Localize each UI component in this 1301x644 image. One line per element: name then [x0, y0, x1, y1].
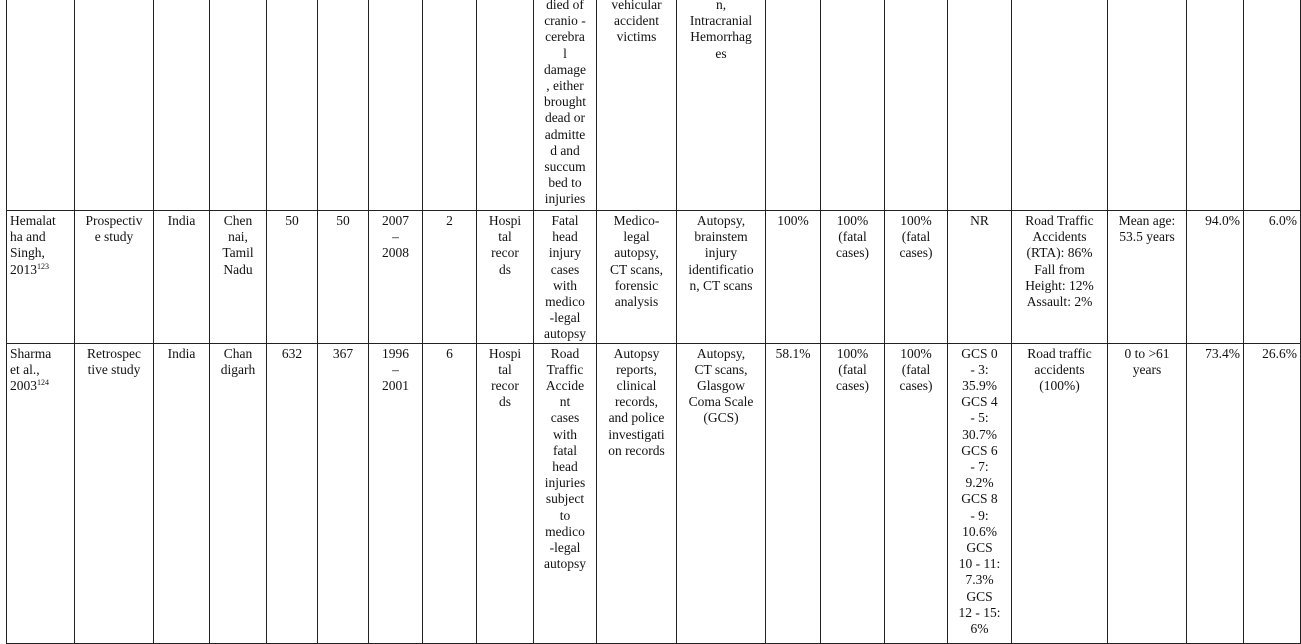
table-cell: Medico- legal autopsy, CT scans, forensic analysis	[597, 211, 677, 344]
table-cell: 50	[267, 211, 318, 344]
table-cell	[766, 0, 821, 211]
table-cell: Road traffic accidents (100%)	[1012, 343, 1108, 643]
table-cell	[1012, 0, 1108, 211]
table-cell: 94.0%	[1187, 211, 1244, 344]
table-cell: Autopsy, CT scans, Glasgow Coma Scale (GCS)	[677, 343, 766, 643]
table-cell: Mean age: 53.5 years	[1108, 211, 1187, 344]
table-cell	[267, 0, 318, 211]
author-text: Sharma et al., 2003	[10, 345, 52, 394]
table-cell	[821, 0, 885, 211]
table-cell: Autopsy reports, clinical records, and police investigati on records	[597, 343, 677, 643]
city-cell: Chen nai, Tamil Nadu	[210, 211, 267, 344]
table-cell	[318, 0, 369, 211]
table-cell	[1108, 0, 1187, 211]
table-cell	[154, 0, 210, 211]
table-cell: 2	[423, 211, 477, 344]
city-cell: Chan digarh	[210, 343, 267, 643]
country-cell: India	[154, 211, 210, 344]
reference-number: 123	[37, 261, 49, 271]
studies-table	[6, 0, 1301, 644]
table-cell: 632	[267, 343, 318, 643]
table-cell: 367	[318, 343, 369, 643]
table-cell: GCS 0 - 3: 35.9% GCS 4 - 5: 30.7% GCS 6 - 7: 9.2% GCS 8 - 9: 10.6% GCS 10 - 11: 7.3% GCS 12 - 15: 6%	[948, 343, 1012, 643]
table-cell: Road Traffic Accidents (RTA): 86% Fall from Height: 12% Assault: 2%	[1012, 211, 1108, 344]
table-row	[7, 343, 1301, 643]
table-cell	[885, 0, 948, 211]
table-cell: died of cranio - cerebra l damage , either brought dead or admitte d and succum bed to injuries	[534, 0, 597, 211]
table-cell: 26.6%	[1244, 343, 1301, 643]
table-cell: 6	[423, 343, 477, 643]
table-cell: vehicular accident victims	[597, 0, 677, 211]
table-row	[7, 0, 1301, 211]
table-cell: n, Intracranial Hemorrhag es	[677, 0, 766, 211]
period-cell: 2007 – 2008	[369, 211, 423, 344]
table-cell: 100% (fatal cases)	[885, 343, 948, 643]
table-cell	[423, 0, 477, 211]
table-cell	[1187, 0, 1244, 211]
table-cell: Hospi tal recor ds	[477, 343, 534, 643]
author-cell	[7, 343, 75, 643]
table-cell: Fatal head injury cases with medico -legal autopsy	[534, 211, 597, 344]
table-cell: 100% (fatal cases)	[821, 343, 885, 643]
table-cell: 73.4%	[1187, 343, 1244, 643]
author-cell	[7, 211, 75, 344]
table-cell	[75, 0, 154, 211]
table-cell: Autopsy, brainstem injury identificatio n, CT scans	[677, 211, 766, 344]
country-cell: India	[154, 343, 210, 643]
study-design-cell: Retrospec tive study	[75, 343, 154, 643]
table-cell: 100% (fatal cases)	[821, 211, 885, 344]
table-cell: 58.1%	[766, 343, 821, 643]
table-cell	[7, 0, 75, 211]
table-cell: Hospi tal recor ds	[477, 211, 534, 344]
study-design-cell: Prospectiv e study	[75, 211, 154, 344]
table-cell: 6.0%	[1244, 211, 1301, 344]
table-cell	[210, 0, 267, 211]
table-cell	[477, 0, 534, 211]
table-cell	[948, 0, 1012, 211]
reference-number: 124	[37, 378, 49, 388]
table-cell: 100%	[766, 211, 821, 344]
period-cell: 1996 – 2001	[369, 343, 423, 643]
table-cell: NR	[948, 211, 1012, 344]
table-cell	[369, 0, 423, 211]
table-cell	[1244, 0, 1301, 211]
table-cell: 100% (fatal cases)	[885, 211, 948, 344]
table-cell: 50	[318, 211, 369, 344]
author-text: Hemalat ha and Singh, 2013	[10, 213, 56, 277]
table-cell: Road Traffic Accide nt cases with fatal head injuries subject to medico -legal autopsy	[534, 343, 597, 643]
table-row	[7, 211, 1301, 344]
table-cell: 0 to >61 years	[1108, 343, 1187, 643]
